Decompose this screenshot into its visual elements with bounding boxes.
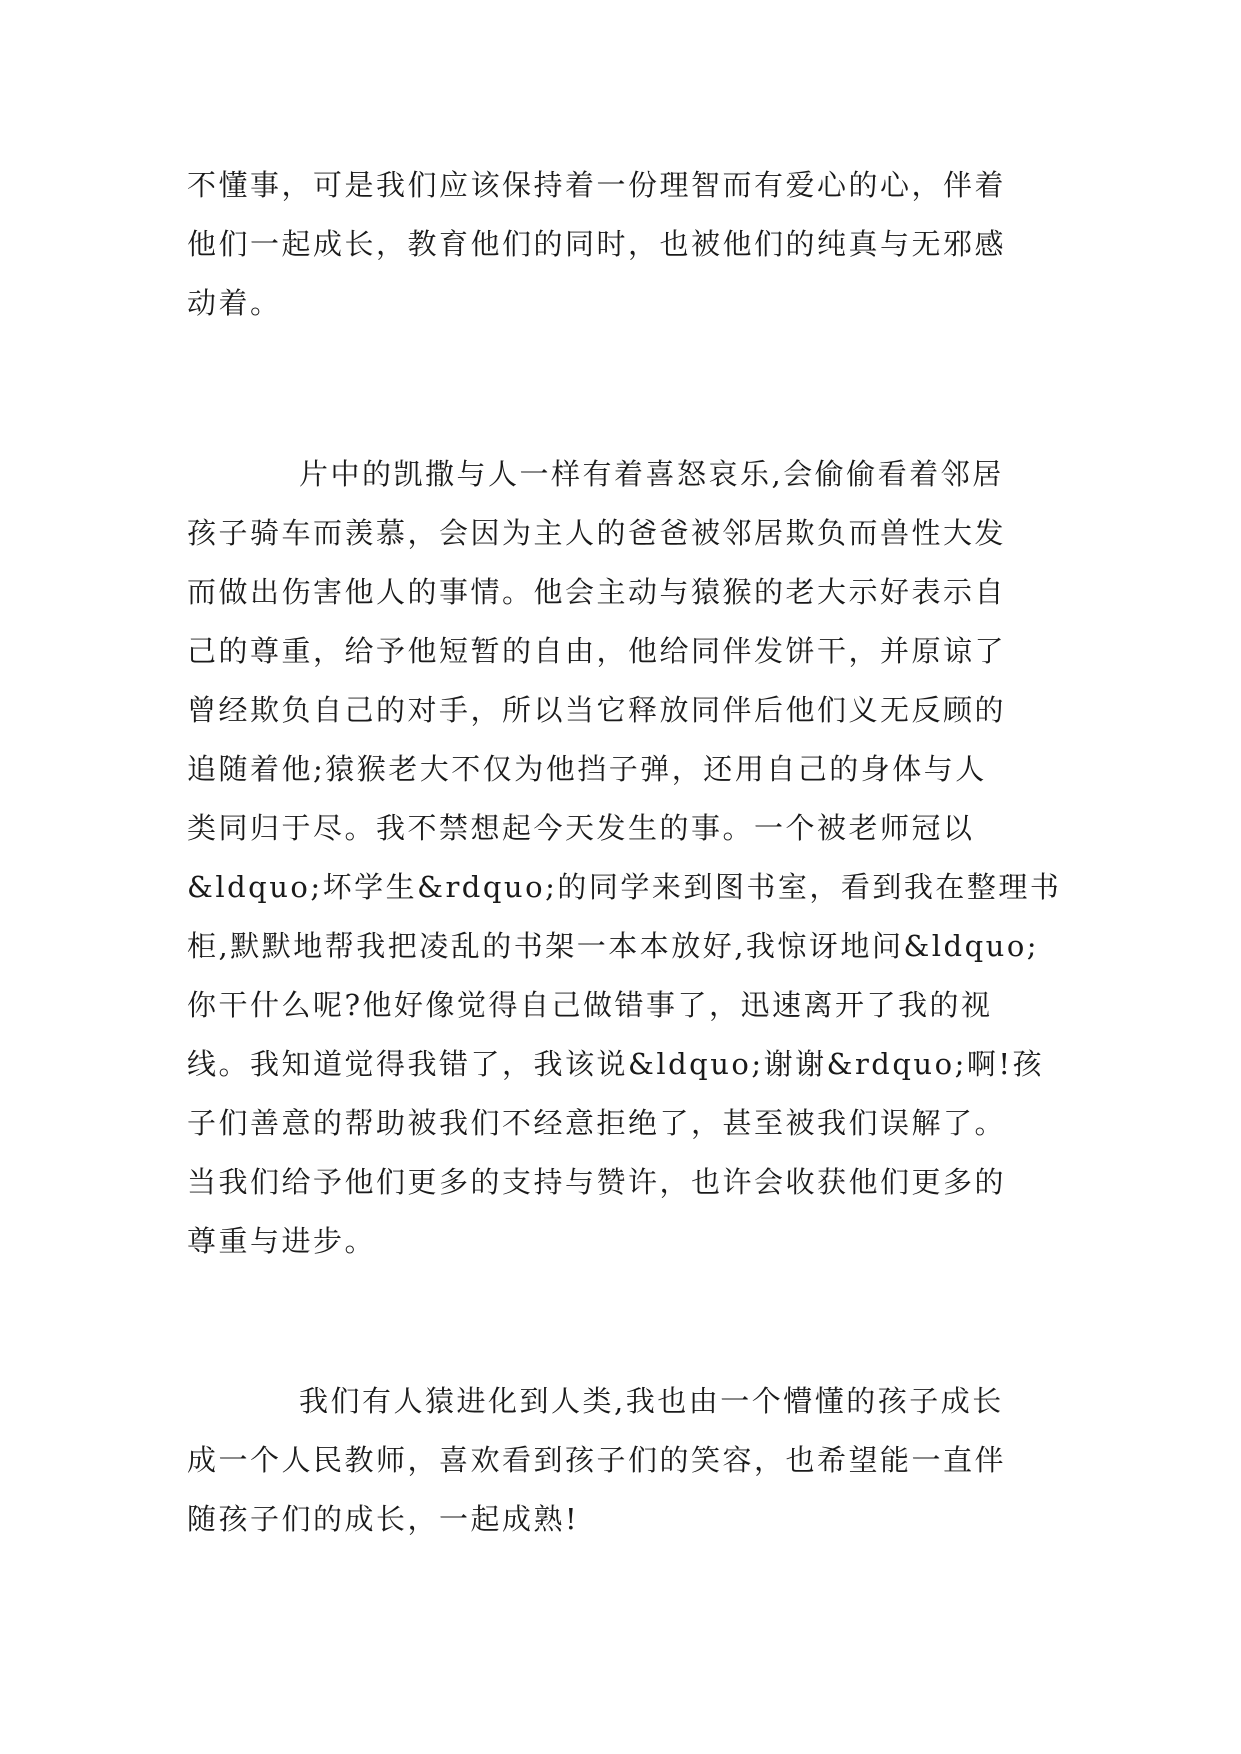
text-line: 随孩子们的成长，一起成熟!	[187, 1502, 580, 1536]
text-line: 他们一起成长，教育他们的同时，也被他们的纯真与无邪感	[187, 227, 1007, 261]
text-line: 线。我知道觉得我错了，我该说&ldquo;谢谢&rdquo;啊!孩	[187, 1047, 1044, 1081]
text-line: 你干什么呢?他好像觉得自己做错事了，迅速离开了我的视	[187, 988, 993, 1022]
text-line: 追随着他;猿猴老大不仅为他挡子弹，还用自己的身体与人	[187, 752, 987, 786]
text-line: 成一个人民教师，喜欢看到孩子们的笑容，也希望能一直伴	[187, 1443, 1007, 1477]
text-line: 曾经欺负自己的对手，所以当它释放同伴后他们义无反顾的	[187, 693, 1007, 727]
paragraph-2	[187, 445, 1067, 1271]
paragraph-1	[187, 156, 1067, 333]
text-line: 动着。	[187, 286, 282, 320]
text-line: 不懂事，可是我们应该保持着一份理智而有爱心的心，伴着	[187, 168, 1007, 202]
text-line: 己的尊重，给予他短暂的自由，他给同伴发饼干，并原谅了	[187, 634, 1007, 668]
text-line: 我们有人猿进化到人类,我也由一个懵懂的孩子成长	[299, 1384, 1004, 1418]
text-line: &ldquo;坏学生&rdquo;的同学来到图书室，看到我在整理书	[187, 870, 1062, 904]
paragraph-3	[187, 1372, 1067, 1549]
text-line: 孩子骑车而羡慕，会因为主人的爸爸被邻居欺负而兽性大发	[187, 516, 1007, 550]
text-line: 柜,默默地帮我把凌乱的书架一本本放好,我惊讶地问&ldquo;	[187, 929, 1040, 963]
text-line: 尊重与进步。	[187, 1224, 377, 1258]
text-line: 类同归于尽。我不禁想起今天发生的事。一个被老师冠以	[187, 811, 975, 845]
text-line: 而做出伤害他人的事情。他会主动与猿猴的老大示好表示自	[187, 575, 1007, 609]
text-line: 当我们给予他们更多的支持与赞许，也许会收获他们更多的	[187, 1165, 1007, 1199]
text-line: 子们善意的帮助被我们不经意拒绝了，甚至被我们误解了。	[187, 1106, 1007, 1140]
text-line: 片中的凯撒与人一样有着喜怒哀乐,会偷偷看着邻居	[299, 457, 1004, 491]
